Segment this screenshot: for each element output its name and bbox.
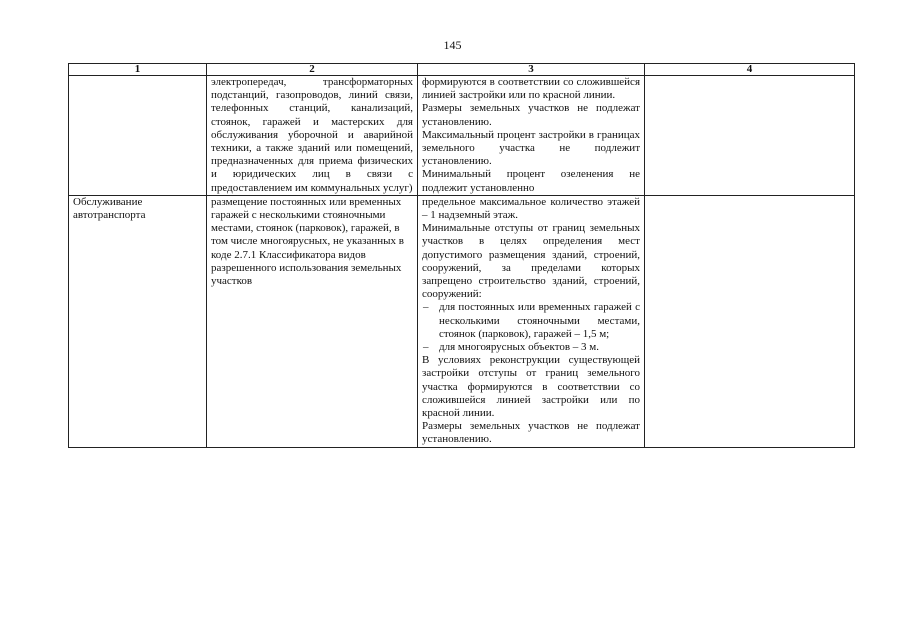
list-item-text: для многоярусных объектов – 3 м.	[439, 341, 600, 354]
row2-parameter-text: предельное максимальное количество этажей – 1 надземный этаж.	[422, 195, 640, 222]
row1-parameter-text: Минимальный процент озеленения не подлежит установленно	[422, 168, 640, 194]
row1-use-type-cell	[69, 76, 207, 196]
column-header-1: 1	[69, 64, 207, 76]
dash-marker: –	[423, 341, 429, 354]
column-header-3: 3	[418, 64, 645, 76]
row1-parameter-text: формируются в соответствии со сложившейся линией застройки или по красной линии.	[422, 76, 640, 102]
row2-notes-cell	[645, 195, 855, 447]
row2-description-cell: размещение постоянных или временных гаражей с несколькими стояночными местами, стоянок (парковок), гаражей, в том числе многоярусных, не указанных в коде 2.7.1 Классификатора видов разрешенного использования земельных участков	[207, 195, 418, 447]
dash-marker: –	[423, 301, 429, 314]
page-number: 145	[443, 38, 462, 52]
row1-notes-cell	[645, 76, 855, 196]
column-header-2: 2	[207, 64, 418, 76]
setback-list	[422, 301, 640, 354]
table-row	[69, 195, 855, 447]
list-item	[422, 301, 640, 341]
column-header-4: 4	[645, 64, 855, 76]
list-item-text: для постоянных или временных гаражей с несколькими стояночными местами, стоянок (парковок), гаражей – 1,5 м;	[439, 301, 640, 340]
row1-description-cell: электропередач, трансформаторных подстанций, газопроводов, линий связи, телефонных станций, канализаций, стоянок, гаражей и мастерских для обслуживания уборочной и аварийной техники, а также зданий или помещений, предназначенных для приема физических и юридических лиц в связи с предоставлением им коммунальных услуг)	[207, 76, 418, 196]
row2-parameter-text: Размеры земельных участков не подлежат установлению.	[422, 420, 640, 446]
row2-use-type-cell: Обслуживание автотранспорта	[69, 195, 207, 447]
header-row	[69, 64, 855, 76]
row2-parameters-cell	[418, 195, 645, 447]
row2-parameter-text: В условиях реконструкции существующей застройки отступы от границ земельного участка формируются в соответствии со сложившейся линией застройки или по красной линии.	[422, 354, 640, 420]
land-use-table	[68, 63, 855, 448]
row1-parameter-text: Максимальный процент застройки в границах земельного участка не подлежит установлению.	[422, 128, 640, 168]
row2-parameter-text: Минимальные отступы от границ земельных участков в целях определения мест допустимого размещения зданий, строений, сооружений, за пределами которых запрещено строительство зданий, строений, сооружений:	[422, 222, 640, 301]
list-item	[422, 341, 640, 354]
row1-parameter-text: Размеры земельных участков не подлежат установлению.	[422, 102, 640, 128]
row1-parameters-cell	[418, 76, 645, 196]
table-row	[69, 76, 855, 196]
